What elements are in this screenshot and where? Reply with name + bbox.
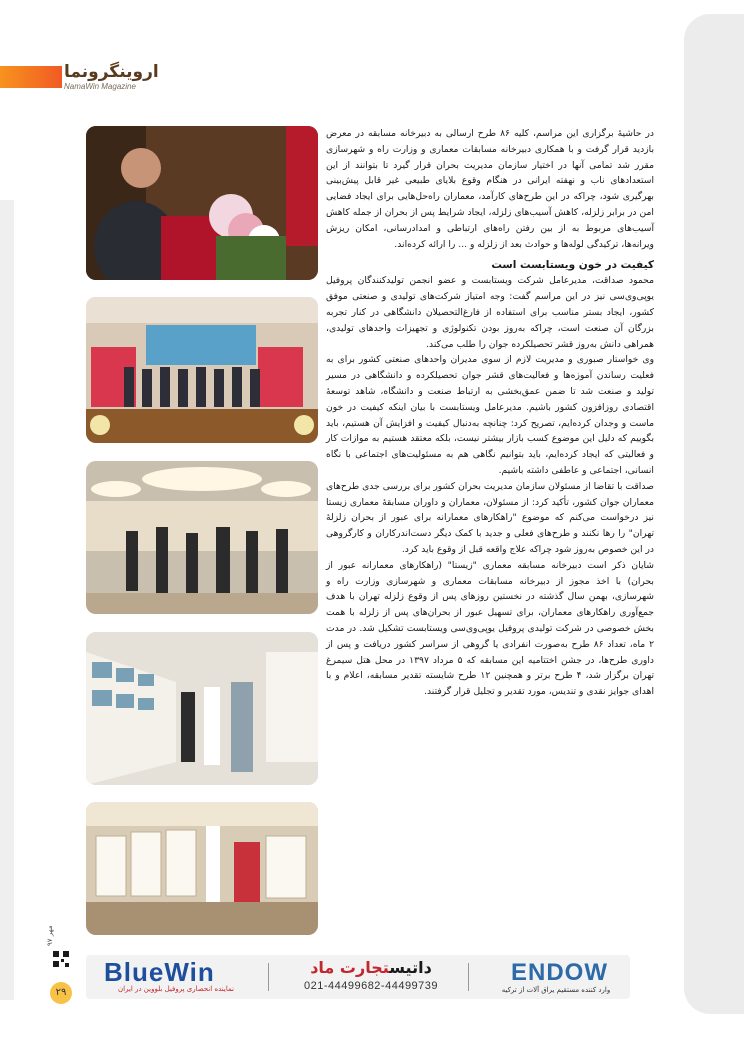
qr-icon — [52, 950, 70, 968]
exhibition-hall-photo — [86, 461, 318, 614]
display-boards-photo — [86, 802, 318, 935]
header-accent-bar — [0, 66, 62, 88]
paragraph-ceremony: در حاشیۀ برگزاری این مراسم، کلیه ۸۶ طرح ارسالی به دبیرخانه مسابقه در معرض بازدید قرار گرفت و با همکاری دبیرخانه مسابقات معماری و وزارت راه و شهرسازی مقرر شد تمامی آنها در اختیار سازمان مدیریت بحران قرار گیرد تا بتوانند از این استعدادهای ناب و نهفته ایرانی در هنگام وقوع بلایای طبیعی غیر قابل پیش‌بینی بهرگیری شود، چراکه در این طرح‌های کارآمد، معماران راه‌حل‌هایی برای ایجاد فضایی امن در برابر زلزله، کاهش آسیب‌های زلزله، ایجاد شرایط پس از بحران از جمله کاهش آسیب‌های مربوط به از بین رفتن راه‌های ارتباطی و امدادرسانی، امکان ریزش ویرانه‌ها، ترکیدگی لوله‌ها و حوادث بعد از زلزله و ... را ارائه کرده‌اند. — [326, 128, 654, 250]
endow-tagline: وارد کننده مستقیم یراق آلات از ترکیه — [501, 986, 611, 994]
logo-title: اروینگرونما — [64, 62, 159, 82]
left-band — [0, 200, 14, 1000]
group-stage-photo — [86, 297, 318, 443]
paragraph-sedaghat: محمود صداقت، مدیرعامل شرکت ویستابست و عضو انجمن تولیدکنندگان پروفیل یوپی‌وی‌سی نیز در این مراسم گفت: وجه امتیاز شرکت‌های تولیدی و صنعتی موفق کشور، ایجاد بستر مناسب برای استفاده از فارغ‌التحصیلان دانشگاهی در کنار تجربه بزرگان آن صنعت است، چراکه به‌روز بودن تکنولوژی و تجهیزات واحدهای تولیدی، همراهی دانش به‌روز قشر تحصیلکرده جوان را طلب می‌کند. — [326, 275, 654, 350]
magazine-logo — [64, 62, 174, 96]
visitors-gallery-photo — [86, 632, 318, 785]
speaker-photo — [86, 126, 318, 280]
endow-logo: ENDOW — [511, 959, 608, 986]
footer-advertisement — [86, 955, 630, 999]
paragraph-request: صداقت با تقاضا از مسئولان سازمان مدیریت بحران کشور برای بررسی جدی طرح‌های معماران جوان کشور، تأکید کرد: از مسئولان، معماران و داوران مسابقۀ معماری زیستا نیز درخواست می‌کنم که موضوع "راهکارهای معمارانه برای عبور از بحران زلزلۀ تهران" را رها نکنند و طرح‌های فعلی و جدید با کمک دیگر دست‌اندرکاران و کارگروهی در این خصوص به‌روز شود چراکه علاج واقعه قبل از وقوع باید کرد. — [326, 480, 654, 555]
bluewin-tagline: نماینده انحصاری پروفیل بلووین در ایران — [118, 985, 234, 993]
divider — [468, 963, 469, 991]
datis-logo: داتیستجارت ماد — [310, 958, 432, 977]
datis-phone: 021-44499682-44499739 — [303, 980, 439, 992]
section-heading: کیفیت در خون ویستابست است — [491, 259, 654, 272]
paragraph-secretariat: شایان ذکر است دبیرخانه مسابقه معماری "زیستا" (راهکارهای معمارانه عبور از بحران) با اخذ مجوز از دبیرخانه مسابقات معماری و شهرسازی وزارت راه و شهرسازی، بهمن سال گذشته در نخستین روزهای پس از وقوع زلزله تهران با هدف جمع‌آوری راهکارهای معماران، برای تسهیل عبور از بحران‌های پس از زلزله با همت بخش خصوصی در شرکت تولیدی پروفیل یوپی‌وی‌سی ویستابست تشکیل شد. در مدت ۲ ماه، تعداد ۸۶ طرح به‌صورت انفرادی یا گروهی از سراسر کشور دریافت و پس از داوری طرح‌ها، در جشن اختتامیه این مسابقه که ۵ مرداد ۱۳۹۷ در محل هتل سیمرغ تهران برگزار شد، ۴ طرح برتر و همچنین ۱۲ طرح شایسته تقدیر مسابقه، اعلام و با اهدای جوایز نقدی و تندیس، مورد تقدیر و تجلیل قرار گرفتند. — [326, 559, 655, 698]
bluewin-logo: BlueWin — [104, 957, 215, 987]
divider — [268, 963, 269, 991]
paragraph-management: وی خواستار صبوری و مدیریت لازم از سوی مدیران واحدهای صنعتی کشور برای به فعلیت رساندن آموزه‌ها و فعالیت‌های قشر جوان تحصیلکرده و دانشگاهی در مسیر تولید و صنعت شد تا ضمن عمق‌بخشی به ارتباط صنعت و دانشگاه، شاهد توسعۀ اقتصادی روزافزون کشور باشیم. مدیرعامل ویستابست با بیان اینکه کیفیت در خون ماست و وجدان کرده‌ایم، تصریح کرد: چنانچه به‌دنبال کیفیت و افزایش آن هستیم، باید بگوییم که دلیل این موضوع کسب بازار بیشتر نیست، بلکه معتقد هستیم به موازات کار و فعالیتی که ایجاد کرده‌ایم، باید بتوانیم نگاهی هم به مسئولیت‌های اجتماعی با نگاه انسانی، اجتماعی و عاطفی داشته باشیم. — [326, 354, 654, 476]
side-panel — [684, 14, 744, 1014]
logo-subtitle: NamaWin Magazine — [64, 82, 136, 91]
article-body — [326, 126, 654, 700]
issue-label: مهر ۹۷ — [46, 925, 54, 946]
page-number: ۲۹ — [50, 982, 72, 1004]
